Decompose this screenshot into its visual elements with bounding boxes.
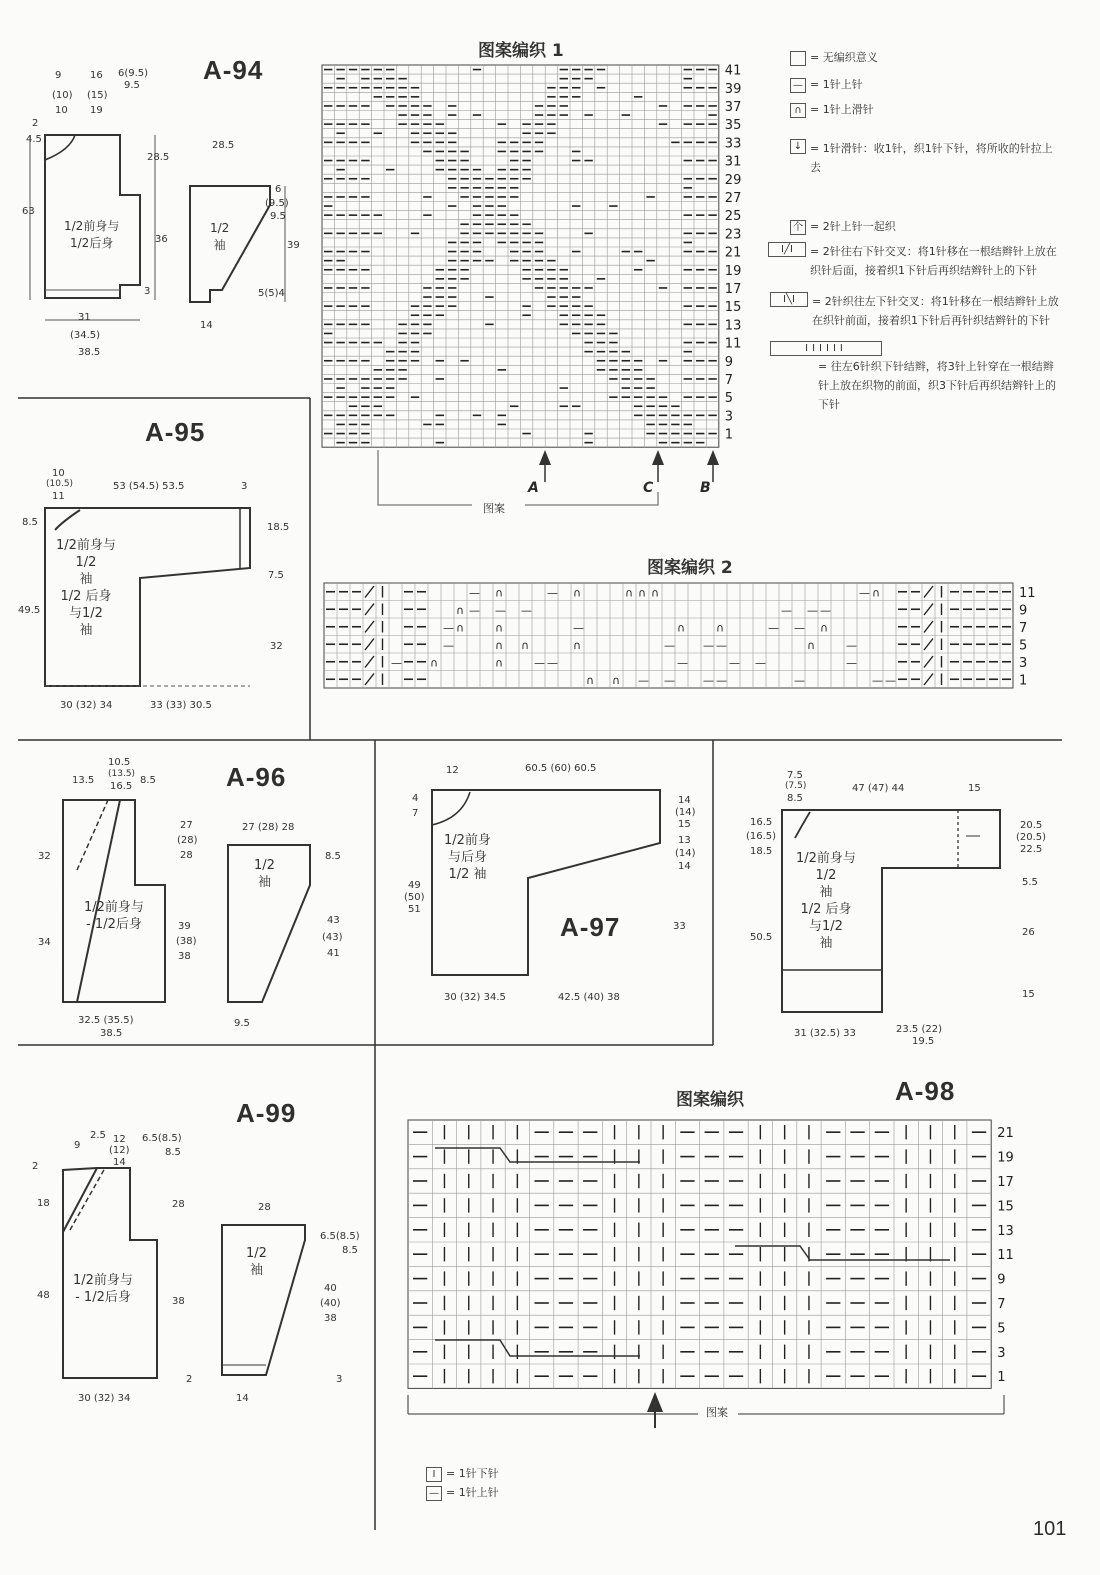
row-number: 41 bbox=[724, 63, 742, 79]
a97b-label: 1/2前身与 1/2 袖 1/2 后身 与1/2 袖 bbox=[796, 851, 856, 951]
a99-dim: 38 bbox=[324, 1313, 337, 1324]
a99-dim: 2.5 bbox=[90, 1130, 106, 1141]
a97-dim: (14) bbox=[675, 807, 696, 818]
a96-dim: 27 bbox=[180, 820, 193, 831]
stitch-symbol: — bbox=[781, 604, 792, 617]
a97-dim: 30 (32) 34.5 bbox=[444, 992, 506, 1003]
a97-dim: 12 bbox=[446, 765, 459, 776]
a95-dim: 32 bbox=[270, 641, 283, 652]
a99-dim: 6.5(8.5) bbox=[320, 1231, 360, 1242]
a95-dim: 30 (32) 34 bbox=[60, 700, 113, 711]
stitch-symbol: — bbox=[521, 604, 532, 617]
left-cross-symbol-icon: I╲I bbox=[770, 292, 808, 307]
a99-dim: (40) bbox=[320, 1298, 341, 1309]
a95-dim: 10 bbox=[52, 468, 65, 479]
a94-dim: 16 bbox=[90, 70, 103, 81]
chart1-title: 图案编织 1 bbox=[478, 41, 564, 61]
legend-text: = 2针往右下针交叉：将1针移在一根结辫针上放在织针后面，接着织1下针后再织结辫针上的下针 bbox=[810, 245, 1057, 277]
a97b-dim: (16.5) bbox=[746, 831, 777, 842]
row-number: 17 bbox=[724, 281, 742, 297]
stitch-symbol: ∩ bbox=[638, 586, 647, 600]
stitch-symbol: — bbox=[638, 674, 649, 687]
a96-dim: 10.5 bbox=[108, 757, 131, 768]
stitch-symbol: — bbox=[547, 586, 558, 600]
stitch-symbol: ∩ bbox=[820, 621, 829, 635]
a97-dim: 60.5 (60) 60.5 bbox=[525, 763, 597, 774]
chart1-pattern-label: 图案 bbox=[483, 502, 505, 515]
a96-sleeve-label: 1/2 袖 bbox=[254, 858, 275, 890]
a99-dim: 12 bbox=[113, 1134, 126, 1145]
legend-text: = 1针滑针：收1针，织1针下针，将所收的针拉上去 bbox=[810, 142, 1053, 174]
row-number: 3 bbox=[1019, 655, 1028, 671]
a94-title: A-94 bbox=[203, 55, 264, 85]
a99-dim: 8.5 bbox=[165, 1147, 181, 1158]
cable-line bbox=[435, 1340, 640, 1356]
row-number: 9 bbox=[997, 1272, 1006, 1288]
stitch-symbol: — bbox=[469, 586, 480, 600]
a94-dim: 6 bbox=[275, 184, 282, 195]
a94-dim: 63 bbox=[22, 206, 35, 217]
stitch-symbol: — bbox=[469, 604, 480, 617]
a96-dim: (38) bbox=[176, 936, 197, 947]
a95-dim: 8.5 bbox=[22, 517, 38, 528]
a97-dim: 14 bbox=[678, 795, 691, 806]
a97b-dim: 47 (47) 44 bbox=[852, 783, 905, 794]
chart1-arrow-a: A bbox=[528, 480, 539, 496]
a97-dim: 42.5 (40) 38 bbox=[558, 992, 620, 1003]
row-number: 23 bbox=[724, 227, 742, 243]
a97b-dim: 50.5 bbox=[750, 932, 773, 943]
a94-dim: 9.5 bbox=[270, 211, 286, 222]
pattern-arrow-head bbox=[647, 1392, 663, 1412]
a97b-dim: 23.5 (22) bbox=[896, 1024, 942, 1035]
a97-dim: 4 bbox=[412, 793, 419, 804]
stitch-symbol: — bbox=[846, 639, 857, 652]
a99-dim: 28 bbox=[258, 1202, 271, 1213]
legend-text: = 2针织往左下针交叉：将1针移在一根结辫针上放在织针前面，接着织1下针后再针织结辫针的下针 bbox=[812, 295, 1059, 327]
a97-dim: 13 bbox=[678, 835, 691, 846]
a94-dim: 28.5 bbox=[212, 140, 235, 151]
page-number: 101 bbox=[1033, 1518, 1067, 1540]
a99-body-label: 1/2前身与 - 1/2后身 bbox=[73, 1273, 133, 1305]
a95-dim: 11 bbox=[52, 491, 65, 502]
legend-text: = 无编织意义 bbox=[810, 51, 878, 64]
row-number: 11 bbox=[997, 1248, 1014, 1264]
row-number: 33 bbox=[724, 136, 742, 152]
a96-dim: 16.5 bbox=[110, 781, 133, 792]
stitch-symbol: — bbox=[534, 656, 545, 670]
chart1-arrow-c: C bbox=[643, 480, 654, 496]
a95-dim: 53 (54.5) 53.5 bbox=[113, 481, 185, 492]
a97-dim: (50) bbox=[404, 892, 425, 903]
a98-pattern-label: 图案 bbox=[706, 1406, 728, 1419]
a95-dim: 3 bbox=[241, 481, 248, 492]
stitch-symbol: — bbox=[664, 674, 675, 687]
a94-dim: (34.5) bbox=[70, 330, 101, 341]
stitch-symbol: — bbox=[703, 674, 714, 687]
row-number: 39 bbox=[724, 81, 742, 97]
a98-legend bbox=[426, 1464, 499, 1502]
stitch-symbol: — bbox=[794, 674, 805, 687]
row-number: 19 bbox=[724, 263, 742, 279]
a98-title: A-98 bbox=[895, 1076, 956, 1106]
a96-dim: 13.5 bbox=[72, 775, 95, 786]
slip-symbol-icon: ∩ bbox=[790, 103, 806, 118]
a96-body-label: 1/2前身与 - 1/2后身 bbox=[84, 900, 144, 932]
stitch-symbol: ∩ bbox=[625, 586, 634, 600]
knit-symbol-icon: I bbox=[426, 1467, 442, 1482]
a94-dim: 38.5 bbox=[78, 347, 101, 358]
a99-sleeve-label: 1/2 袖 bbox=[246, 1246, 267, 1278]
a97b-dim: (7.5) bbox=[785, 781, 807, 791]
row-number: 7 bbox=[1019, 620, 1028, 636]
legend-text: = 1针上针 bbox=[446, 1486, 499, 1499]
stitch-symbol: — bbox=[573, 621, 584, 635]
row-number: 7 bbox=[724, 372, 734, 388]
a94-dim: 31 bbox=[78, 312, 91, 323]
row-number: 29 bbox=[724, 172, 742, 188]
a94-dim: (15) bbox=[87, 90, 108, 101]
a95-dim: (10.5) bbox=[46, 479, 74, 489]
a94-dim: 6(9.5) bbox=[118, 68, 149, 79]
a97b-dim: 8.5 bbox=[787, 793, 803, 804]
a96-dim: 28 bbox=[180, 850, 193, 861]
a97b-dim: 26 bbox=[1022, 927, 1035, 938]
row-number: 11 bbox=[1019, 585, 1036, 601]
a99-dim: 3 bbox=[336, 1374, 343, 1385]
row-number: 37 bbox=[724, 99, 742, 115]
legend-text: = 1针下针 bbox=[446, 1467, 499, 1480]
stitch-symbol: ∩ bbox=[495, 639, 504, 652]
purl-symbol-icon: — bbox=[426, 1486, 442, 1501]
legend-text: = 1针上滑针 bbox=[810, 103, 874, 116]
row-number: 27 bbox=[724, 190, 742, 206]
row-number: 21 bbox=[724, 245, 742, 261]
stitch-symbol: — bbox=[443, 639, 454, 652]
a95-dim: 18.5 bbox=[267, 522, 290, 533]
a94-sleeve-label: 1/2 袖 bbox=[210, 221, 230, 252]
a97b-dim: 16.5 bbox=[750, 817, 773, 828]
legend-row bbox=[426, 1464, 499, 1483]
a99-dim: 28 bbox=[172, 1199, 185, 1210]
a97-dim: 15 bbox=[678, 819, 691, 830]
stitch-symbol: — bbox=[807, 604, 818, 617]
a95-dim: 33 (33) 30.5 bbox=[150, 700, 212, 711]
a97b-dim: 22.5 bbox=[1020, 844, 1043, 855]
stitch-symbol: — bbox=[547, 656, 558, 670]
stitch-symbol: ∩ bbox=[716, 621, 725, 635]
a96-dim: 39 bbox=[178, 921, 191, 932]
a94-dim: 2 bbox=[32, 118, 39, 129]
stitch-symbol: — bbox=[716, 674, 727, 687]
stitch-symbol: ∩ bbox=[456, 604, 465, 617]
a96-dim: 34 bbox=[38, 937, 51, 948]
a96-dim: 8.5 bbox=[140, 775, 156, 786]
purl-symbol-icon: — bbox=[790, 78, 806, 93]
stitch-symbol: ∩ bbox=[677, 621, 686, 635]
a94-dim: 19 bbox=[90, 105, 103, 116]
row-number: 31 bbox=[724, 154, 742, 170]
stitch-symbol: ∩ bbox=[495, 656, 504, 670]
a97b-dim: 31 (32.5) 33 bbox=[794, 1028, 856, 1039]
a97-dim: 33 bbox=[673, 921, 686, 932]
stitch-symbol: ∩ bbox=[651, 586, 660, 600]
stitch-symbol: ∩ bbox=[521, 639, 530, 652]
row-number: 1 bbox=[1019, 673, 1028, 689]
a95-dim: 7.5 bbox=[268, 570, 284, 581]
right-cross-symbol-icon: I╱I bbox=[768, 242, 806, 257]
a96-dim: 32 bbox=[38, 851, 51, 862]
row-number: 9 bbox=[1019, 603, 1028, 619]
a96-dim: 38.5 bbox=[100, 1028, 123, 1039]
a97b-dim: 18.5 bbox=[750, 846, 773, 857]
a97-dim: 51 bbox=[408, 904, 421, 915]
a99-dim: 9 bbox=[74, 1140, 81, 1151]
a94-dim: (10) bbox=[52, 90, 73, 101]
a97-dim: (14) bbox=[675, 848, 696, 859]
row-number: 15 bbox=[724, 300, 742, 316]
a96-dim: 38 bbox=[178, 951, 191, 962]
a97-title: A-97 bbox=[560, 912, 621, 942]
a94-dim: 39 bbox=[287, 240, 300, 251]
stitch-symbol: — bbox=[885, 674, 896, 687]
a94-dim: 10 bbox=[55, 105, 68, 116]
a94-dim: 9 bbox=[55, 70, 62, 81]
stitch-symbol: — bbox=[495, 604, 506, 617]
a99-title: A-99 bbox=[236, 1098, 297, 1128]
a97b-dim: 20.5 bbox=[1020, 820, 1043, 831]
stitch-symbol: — bbox=[664, 639, 675, 652]
a99-dim: 18 bbox=[37, 1198, 50, 1209]
stitch-symbol: — bbox=[391, 656, 402, 670]
a96-dim: 41 bbox=[327, 948, 340, 959]
a97-dim: 7 bbox=[412, 808, 419, 819]
row-number: 21 bbox=[997, 1126, 1014, 1142]
row-number: 11 bbox=[724, 336, 742, 352]
a94-dim: 3 bbox=[144, 286, 151, 297]
a95-label: 1/2前身与 1/2 袖 1/2 后身 与1/2 袖 bbox=[56, 538, 116, 638]
stitch-symbol: ∩ bbox=[573, 639, 582, 652]
stitch-symbol: ∩ bbox=[586, 674, 595, 687]
a99-dim: 14 bbox=[236, 1393, 249, 1404]
a97b-dim: 7.5 bbox=[787, 770, 803, 781]
stitch-symbol: — bbox=[716, 639, 727, 652]
row-number: 5 bbox=[1019, 638, 1028, 654]
a94-dim: (9.5) bbox=[265, 198, 289, 209]
stitch-symbol: ∩ bbox=[430, 656, 439, 670]
a99-dim: 8.5 bbox=[342, 1245, 358, 1256]
row-number: 19 bbox=[997, 1150, 1014, 1166]
row-number: 3 bbox=[724, 409, 734, 425]
a97b-dim: 5.5 bbox=[1022, 877, 1038, 888]
stitch-symbol: — bbox=[872, 674, 883, 687]
stitch-symbol: — bbox=[859, 586, 870, 600]
legend-row bbox=[426, 1483, 499, 1502]
a99-dim: 40 bbox=[324, 1283, 337, 1294]
row-number: 5 bbox=[997, 1321, 1006, 1337]
stitch-symbol: — bbox=[443, 621, 454, 635]
a99-dim: 2 bbox=[186, 1374, 193, 1385]
stitch-symbol: — bbox=[820, 604, 831, 617]
row-number: 15 bbox=[997, 1199, 1014, 1215]
a96-dim: 32.5 (35.5) bbox=[78, 1015, 134, 1026]
legend-text: = 往左6针织下针结辫，将3针上针穿在一根结辫针上放在织物的前面，织3下针后再织结辫针上的下针 bbox=[818, 360, 1056, 411]
row-number: 13 bbox=[997, 1223, 1014, 1239]
a97-dim: 14 bbox=[678, 861, 691, 872]
a97b-dim: 19.5 bbox=[912, 1036, 935, 1047]
a99-dim: 2 bbox=[32, 1161, 39, 1172]
a94-body-label: 1/2前身与 1/2后身 bbox=[64, 219, 120, 250]
cable-line bbox=[435, 1148, 640, 1162]
a96-dim: 27 (28) 28 bbox=[242, 822, 295, 833]
a95-dim: 49.5 bbox=[18, 605, 41, 616]
stitch-symbol: — bbox=[729, 656, 740, 670]
a96-dim: 43 bbox=[327, 915, 340, 926]
stitch-symbol: ∩ bbox=[456, 621, 465, 635]
p2tog-symbol-icon: 个 bbox=[790, 220, 806, 235]
stitch-symbol: ∩ bbox=[495, 586, 504, 600]
row-number: 35 bbox=[724, 118, 742, 134]
a94-dim: 36 bbox=[155, 234, 168, 245]
cable-line bbox=[735, 1246, 950, 1260]
row-number: 9 bbox=[724, 354, 734, 370]
stitch-symbol: ∩ bbox=[495, 621, 504, 635]
a99-dim: (12) bbox=[109, 1145, 130, 1156]
stitch-symbol: ∩ bbox=[612, 674, 621, 687]
a94-dim: 4.5 bbox=[26, 134, 42, 145]
stitch-symbol: — bbox=[846, 656, 857, 670]
slip-knit-symbol-icon: ↓ bbox=[790, 139, 806, 154]
a98-chart-title: 图案编织 bbox=[676, 1090, 744, 1110]
a97b-dim: 15 bbox=[968, 783, 981, 794]
chart1-arrow-b: B bbox=[700, 480, 711, 496]
a99-dim: 38 bbox=[172, 1296, 185, 1307]
a96-dim: (43) bbox=[322, 932, 343, 943]
row-number: 17 bbox=[997, 1175, 1014, 1190]
row-number: 3 bbox=[997, 1345, 1006, 1361]
row-number: 1 bbox=[997, 1370, 1006, 1386]
row-number: 5 bbox=[724, 391, 734, 407]
stitch-symbol: — bbox=[677, 656, 688, 670]
cable-6-symbol-icon: IIIIII bbox=[770, 341, 882, 356]
legend-text: = 1针上针 bbox=[810, 78, 863, 91]
stitch-symbol: — bbox=[768, 621, 779, 635]
a94-dim: 28.5 bbox=[147, 152, 170, 163]
row-number: 7 bbox=[997, 1297, 1006, 1312]
row-number: 1 bbox=[724, 427, 734, 443]
a99-dim: 48 bbox=[37, 1290, 50, 1301]
a97-dim: 49 bbox=[408, 880, 421, 891]
a96-dim: 9.5 bbox=[234, 1018, 250, 1029]
stitch-symbol: — bbox=[703, 639, 714, 652]
a95-title: A-95 bbox=[145, 417, 206, 447]
stitch-symbol: — bbox=[755, 656, 766, 670]
a99-dim: 6.5(8.5) bbox=[142, 1133, 182, 1144]
a97b-dim: (20.5) bbox=[1016, 832, 1047, 843]
a97b-dim: 15 bbox=[1022, 989, 1035, 1000]
a99-dim: 30 (32) 34 bbox=[78, 1393, 131, 1404]
a96-dim: 8.5 bbox=[325, 851, 341, 862]
stitch-symbol: ∩ bbox=[872, 586, 881, 600]
row-number: 13 bbox=[724, 318, 742, 334]
a96-title: A-96 bbox=[226, 762, 287, 792]
chart2-title: 图案编织 2 bbox=[647, 558, 733, 578]
stitch-symbol: ∩ bbox=[807, 639, 816, 652]
stitch-symbol: — bbox=[794, 621, 805, 635]
stitch-symbol: ∩ bbox=[573, 586, 582, 600]
a99-dim: 14 bbox=[113, 1157, 126, 1168]
legend-text: = 2针上针一起织 bbox=[810, 220, 896, 233]
a94-dim: 5(5)4 bbox=[258, 288, 285, 299]
a94-dim: 14 bbox=[200, 320, 213, 331]
a94-dim: 9.5 bbox=[124, 80, 140, 91]
a96-dim: (28) bbox=[177, 835, 198, 846]
a97-label: 1/2前身 与后身 1/2 袖 bbox=[444, 833, 491, 882]
row-number: 25 bbox=[724, 209, 742, 225]
a96-dim: (13.5) bbox=[108, 769, 136, 779]
